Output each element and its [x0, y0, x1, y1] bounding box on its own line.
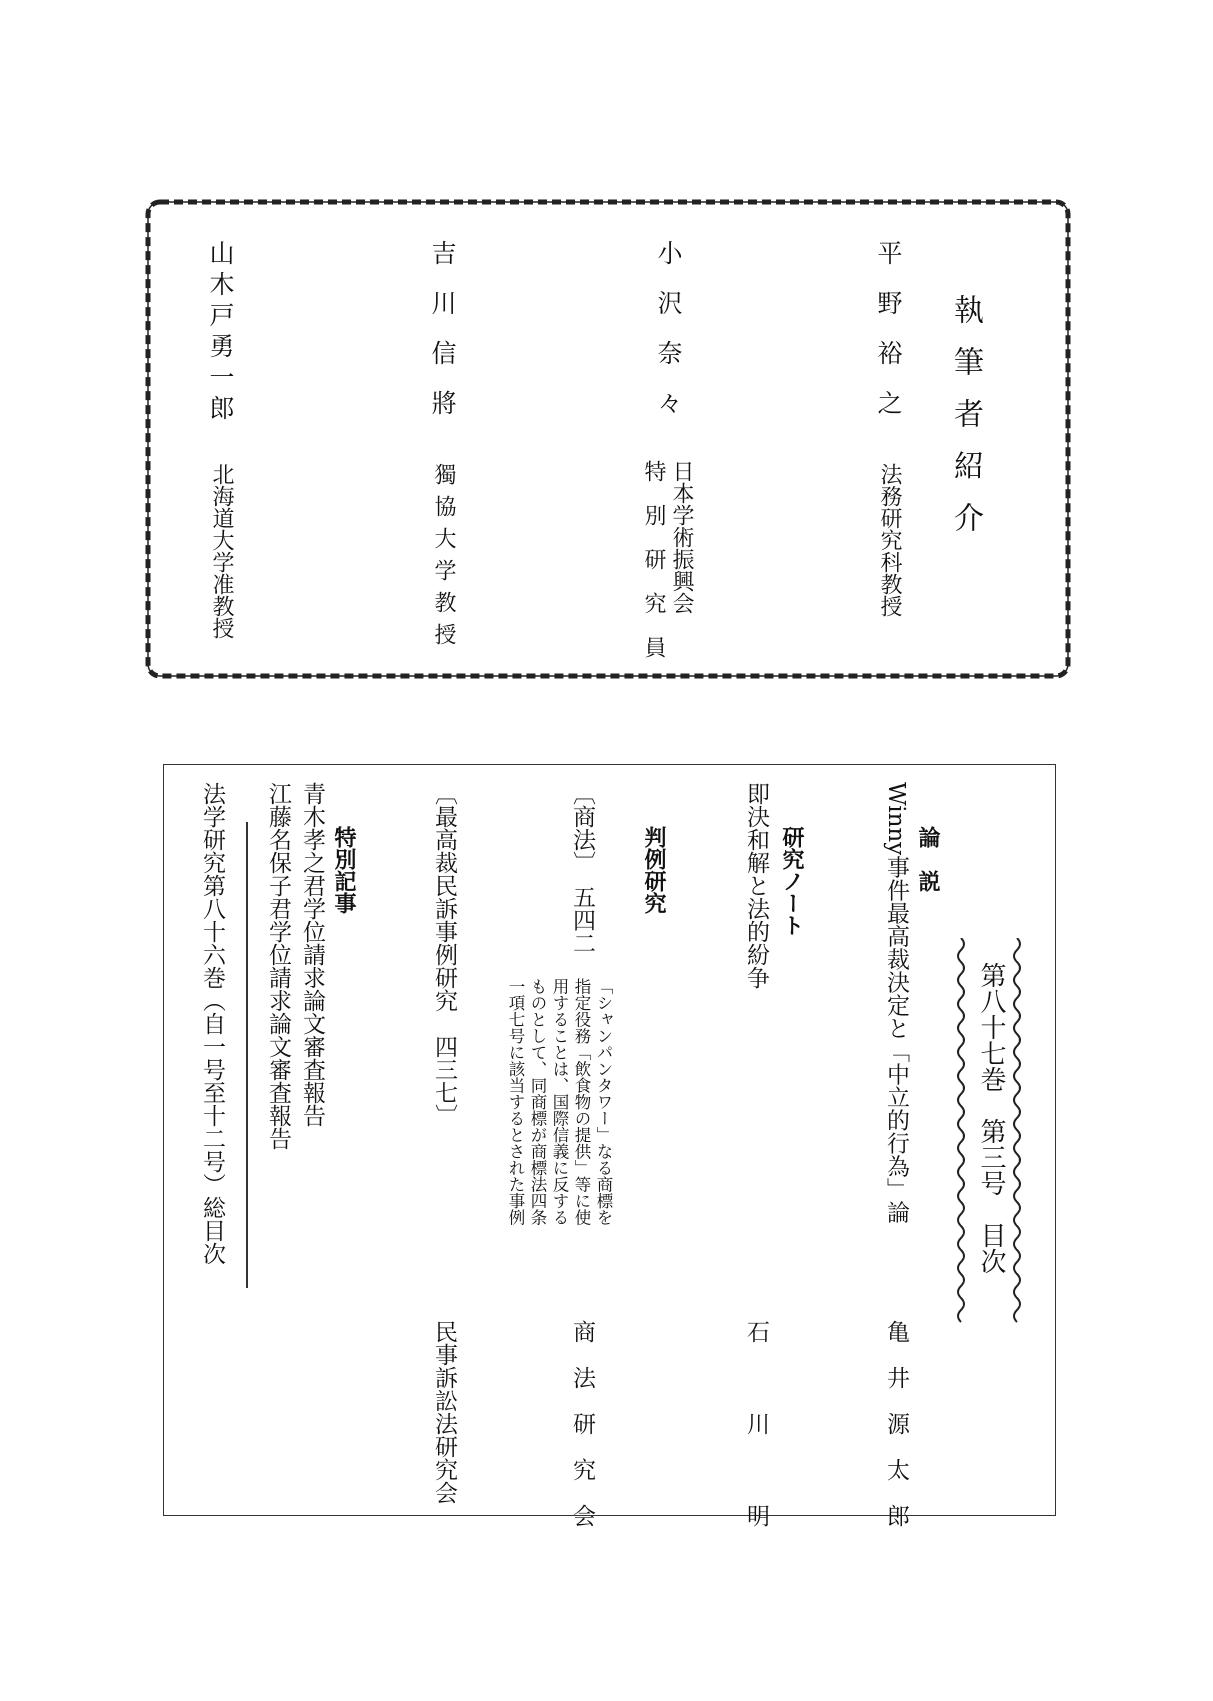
case-note-line: 一項七号に該当するとされた事例 [506, 978, 525, 1226]
wavy-rule [1010, 938, 1024, 1328]
toc-entry-author: 石 川 明 [743, 1320, 769, 1527]
toc-entry-title[interactable]: 江藤名保子君学位請求論文審査報告 [265, 782, 291, 1150]
toc-entry-title[interactable]: Winny事件最高裁決定と「中立的行為」論 [883, 782, 909, 1224]
contributors-box [142, 196, 1074, 682]
case-note-line: 「シャンパンタワー」なる商標を [594, 978, 613, 1226]
case-note-line: 指定役務「飲食物の提供」等に使 [572, 978, 591, 1226]
contributor-affiliation: 法務研究科教授 [877, 463, 902, 617]
contributor-affiliation: 獨協大学教授 [431, 463, 456, 655]
toc-entry-author: 民事訴訟法研究会 [431, 1320, 457, 1504]
case-note-line: ものとして、同商標が商標法四条 [528, 978, 547, 1226]
contributor-affiliation: 日本学術振興会 [669, 460, 694, 614]
contributors-title: 執筆者紹介 [948, 294, 983, 554]
toc-entry-title[interactable]: 即決和解と法的紛争 [743, 782, 769, 989]
decorative-border [142, 196, 1074, 682]
divider [246, 822, 248, 1288]
annual-index-title[interactable]: 法学研究第八十六巻（自一号至十二号）総目次 [199, 782, 225, 1265]
contributor-name: 平 野 裕 之 [874, 240, 903, 415]
toc-entry-title[interactable]: 〔商法〕 五四二 [569, 782, 595, 955]
section-heading: 研究ノート [779, 826, 804, 936]
section-heading: 論 説 [915, 826, 940, 892]
toc-entry-title[interactable]: 青木孝之君学位請求論文審査報告 [299, 782, 325, 1127]
contributor-name: 吉 川 信 將 [428, 240, 457, 415]
section-heading: 判例研究 [641, 826, 666, 914]
volume-title: 第八十七巻 第三号 目次 [976, 962, 1006, 1274]
toc-entry-author: 商 法 研 究 会 [569, 1320, 595, 1527]
contributor-name: 山木戸勇一郎 [206, 240, 235, 426]
contributor-name: 小 沢 奈 々 [654, 240, 683, 415]
contributor-affiliation: 特 別 研 究 員 [641, 460, 666, 658]
section-heading: 特別記事 [331, 826, 356, 914]
wavy-rule [954, 938, 968, 1328]
case-note-line: 用することは、国際信義に反する [550, 978, 569, 1226]
contributor-affiliation: 北海道大学准教授 [209, 463, 234, 639]
toc-entry-title[interactable]: 〔最高裁民訴事例研究 四三七〕 [431, 782, 457, 1127]
toc-entry-author: 亀 井 源 太 郎 [883, 1320, 909, 1527]
